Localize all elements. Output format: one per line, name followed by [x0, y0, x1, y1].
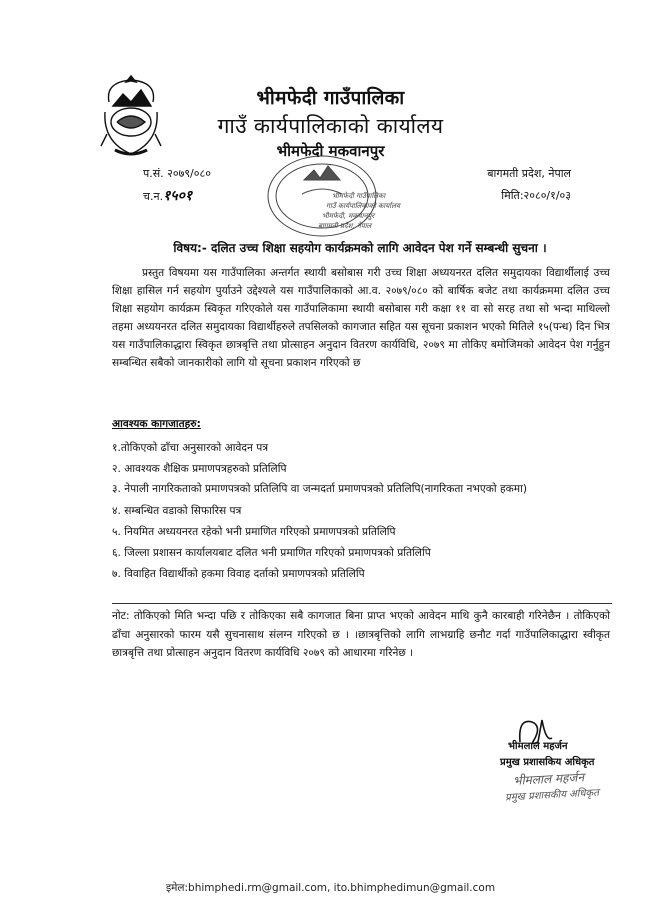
- footer-emails: इमेल:bhimphedi.rm@gmail.com, ito.bhimphedimun@gmail.com: [165, 882, 496, 894]
- dispatch-number-row: [143, 185, 211, 208]
- signatory-title: प्रमुख प्रशासकिय अधिकृत: [500, 757, 595, 768]
- list-item: १.तोकिएको ढाँचा अनुसारको आवेदन पत्र: [112, 442, 269, 454]
- svg-text:भीमफेदी, मकवानपुर: भीमफेदी, मकवानपुर: [322, 212, 375, 220]
- svg-text:भीमफेदी गाउँपालिका: भीमफेदी गाउँपालिका: [332, 192, 386, 200]
- note-paragraph: नोट: तोकिएको मिति भन्दा पछि र तोकिएका सबै कागजात बिना प्राप्त भएको आवेदन माथि कुनै कारबाही गरिनेछैन । तोकिएको ढाँचा अनुसारको फारम यसै सुचनासाथ संलग्न गरिएको छ । ।छात्रबृत्तिको लागि लाभग्राहि छनौट गर्दा गाउँपालिकाद्धारा स्वीकृत छात्रबृत्ति तथा प्रोत्साहन अनुदान वितरण कार्यविधि २०७९ को आधारमा गरिनेछ ।: [112, 610, 610, 659]
- office-stamp-icon: [262, 150, 400, 242]
- location-date-block: [487, 163, 571, 207]
- dispatch-number: १५०१: [163, 188, 193, 204]
- list-item: ४. सम्बन्धित वडाको सिफारिस पत्र: [112, 505, 242, 517]
- list-item: ६. जिल्ला प्रशासन कार्यालयबाट दलित भनी प्रमाणित गरिएको प्रमाणपत्रको प्रतिलिपि: [112, 547, 431, 559]
- list-item: २. आवश्यक शैक्षिक प्रमाणपत्रहरुको प्रतिलिपि: [112, 463, 287, 475]
- subject-line: विषय:- दलित उच्च शिक्षा सहयोग कार्यक्रमको लागि आवेदन पेश गर्ने सम्बन्धी सुचना ।: [173, 241, 547, 255]
- list-item: ७. विवाहित विद्यार्थीको हकमा विवाह दर्ताको प्रमाणपत्रको प्रतिलिपि: [112, 568, 365, 580]
- list-item: ५. नियमित अध्ययनरत रहेको भनी प्रमाणित गरिएको प्रमाणपत्रको प्रतिलिपि: [112, 526, 396, 538]
- province: बागमती प्रदेश, नेपाल: [487, 167, 571, 180]
- dispatch-label: च.न.: [143, 190, 164, 203]
- org-name: भीमफेदी गाउँपालिका: [256, 87, 405, 109]
- date-row: [487, 185, 571, 207]
- list-item: ३. नेपाली नागरिकताको प्रमाणपत्रको प्रतिलिपि वा जन्मदर्ता प्रमाणपत्रको प्रतिलिपि(नागरिकता नभएको हकमा): [112, 483, 527, 495]
- issue-date: २०८०/१/०३: [523, 189, 571, 202]
- notice-body: प्रस्तुत विषयमा यस गाउँपालिका अन्तर्गत स्थायी बसोबास गरी उच्च शिक्षा अध्ययनरत दलित समुदायका विद्यार्थीलाई उच्च शिक्षा हासिल गर्न सहयोग पुर्याउने उद्देश्यले यस गाउँपालिकाको आ.व. २०७९/०८० को बार्षिक बजेट तथा कार्यक्रममा दलित उच्च शिक्षा सहयोग कार्यक्रम स्विकृत गरिएकोले यस गाउँपालिकामा स्थायी बसोबास गरी कक्षा ११ वा सो सरह तथा सो भन्दा माथिल्लो तहमा अध्ययनरत दलित समुदायका विद्यार्थीहरुले तपसिलको कागजात सहित यस सूचना प्रकाशन भएको मितिले १५(पन्ध) दिन भित्र यस गाउँपालिकाद्धारा स्विकृत छात्रबृत्ति तथा प्रोत्साहन अनुदान वितरण कार्यविधि, २०७९ मा तोकिए बमोजिमको आवेदन पेश गर्नुहुन सम्बन्धित सबैको जानकारीको लागि यो सूचना प्रकाशन गरिएको छ: [112, 267, 610, 369]
- signatory-stamp-name: भीमलाल महर्जन: [512, 770, 585, 788]
- signatory-name: भीमलाल महर्जन: [508, 741, 568, 752]
- office-address: भीमफेदी मकवानपुर: [276, 142, 385, 160]
- requirements-list: [112, 438, 610, 585]
- signatory-stamp-title: प्रमुख प्रशासकीय अधिकृत: [504, 787, 600, 804]
- reference-block: [143, 163, 211, 208]
- date-label: मिति:: [501, 189, 524, 202]
- requirements-heading: आवश्यक कागजातहरु:: [112, 418, 201, 430]
- office-name: गाउँ कार्यपालिकाको कार्यालय: [217, 114, 444, 138]
- divider: [112, 603, 612, 604]
- fiscal-year: प.सं. २०७९/०८०: [143, 167, 211, 180]
- svg-text:बागमती प्रदेश, नेपाल: बागमती प्रदेश, नेपाल: [318, 222, 372, 230]
- svg-text:गाउँ कार्यपालिकाको कार्यालय: गाउँ कार्यपालिकाको कार्यालय: [326, 202, 400, 210]
